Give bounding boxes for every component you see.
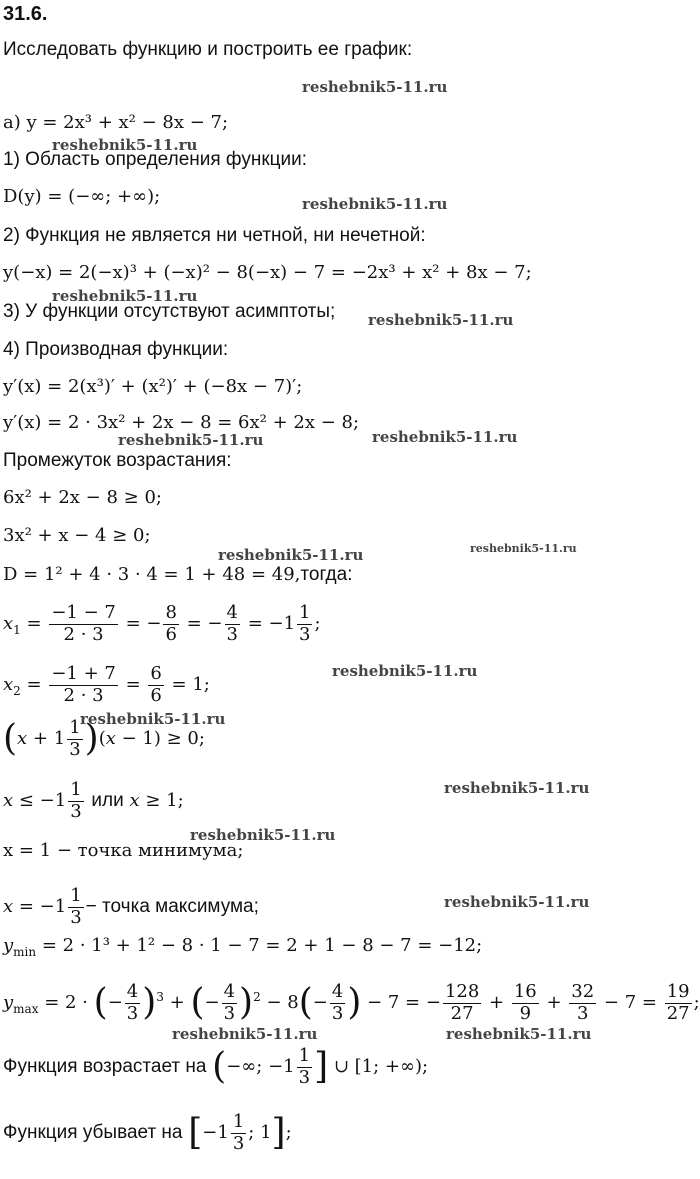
parity-line: y(−x) = 2(−x)³ + (−x)² − 8(−x) − 7 = −2x³ + x² + 8x − 7; (3, 262, 532, 283)
watermark: reshebnik5-11.ru (446, 1025, 592, 1043)
fraction: $\frac{1}{3}$ (70, 779, 82, 822)
fraction: $\frac{-1 + 7}{2 \cdot 3}$ (51, 663, 116, 706)
task-statement: Исследовать функцию и построить ее график: (3, 39, 413, 60)
fraction: $\frac{4}{3}$ (126, 981, 139, 1024)
watermark: reshebnik5-11.ru (372, 428, 518, 446)
fraction: $\frac{16}{9}$ (513, 981, 537, 1024)
fraction: $\frac{128}{27}$ (444, 981, 480, 1024)
fraction: $\frac{1}{3}$ (299, 602, 311, 645)
minimum-point: x = 1 − точка минимума; (3, 840, 244, 861)
fraction: $\frac{1}{3}$ (70, 885, 82, 928)
watermark: reshebnik5-11.ru (52, 287, 198, 305)
inequality-1: 6x² + 2x − 8 ≥ 0; (3, 487, 162, 508)
watermark: reshebnik5-11.ru (444, 893, 590, 911)
watermark: reshebnik5-11.ru (302, 78, 448, 96)
fraction: $\frac{-1 - 7}{2 \cdot 3}$ (51, 602, 116, 645)
fraction: $\frac{8}{6}$ (165, 602, 177, 645)
root-x1: $x_1$ = $\frac{-1 - 7}{2 \cdot 3}$ = − $\frac{8}{6}$ = − $\frac{4}{3}$ = −1 $\frac{1}{3}$ ; (3, 602, 321, 645)
watermark: reshebnik5-11.ru (52, 136, 198, 154)
fraction: $\frac{1}{3}$ (298, 1045, 311, 1088)
factored-inequality: (x + 1 $\frac{1}{3}$ )(x − 1) ≥ 0; (3, 717, 205, 760)
discriminant-then: тогда: (300, 564, 353, 585)
fraction: $\frac{4}{3}$ (226, 602, 238, 645)
step-1-label: 1) Область определения функции: (3, 149, 308, 170)
watermark: reshebnik5-11.ru (332, 662, 478, 680)
fraction: $\frac{32}{3}$ (571, 981, 595, 1024)
watermark: reshebnik5-11.ru (190, 826, 336, 844)
watermark: reshebnik5-11.ru (80, 710, 226, 728)
increasing-interval: Функция возрастает на (−∞; −1 $\frac{1}{3}$ ] ∪ [1; +∞); (3, 1045, 429, 1088)
problem-number: 31.6. (3, 3, 48, 25)
fraction: $\frac{4}{3}$ (223, 981, 236, 1024)
fraction: $\frac{6}{6}$ (150, 663, 162, 706)
step-3-label: 3) У функции отсутствуют асимптоты; (3, 301, 336, 322)
inequality-2: 3x² + x − 4 ≥ 0; (3, 525, 151, 546)
derivative-line-1: y′(x) = 2(x³)′ + (x²)′ + (−8x − 7)′; (3, 376, 303, 397)
y-max-line: $y_{max} = 2$ · (− $\frac{4}{3}$ )$^3$ + (− $\frac{4}{3}$ )$^2$ − 8(− $\frac{4}{3}$ ) − 7 = − $\frac{128}{27}$ + $\frac{16}{9}$ + $\frac{32}{3}$ − 7 = $\frac{19}{27}$ ; (3, 981, 700, 1024)
or-word: или (91, 790, 124, 812)
watermark: reshebnik5-11.ru (302, 195, 448, 213)
watermark: reshebnik5-11.ru (368, 311, 514, 329)
fraction: $\frac{19}{27}$ (666, 981, 690, 1024)
watermark: reshebnik5-11.ru (172, 1025, 318, 1043)
root-x2: $x_2$ = $\frac{-1 + 7}{2 \cdot 3}$ = $\frac{6}{6}$ = 1; (3, 663, 210, 706)
watermark: reshebnik5-11.ru (218, 546, 364, 564)
watermark: reshebnik5-11.ru (118, 431, 264, 449)
fraction: $\frac{1}{3}$ (69, 717, 81, 760)
y-min-line: $y_{min} = 2 \cdot 1^3 + 1^2 - 8 \cdot 1 - 7 = 2 + 1 - 8 - 7 = -12$; (3, 935, 483, 959)
watermark: reshebnik5-11.ru (470, 542, 577, 555)
watermark: reshebnik5-11.ru (444, 779, 590, 797)
domain-line: D(y) = (−∞; +∞); (3, 186, 161, 207)
fraction: $\frac{4}{3}$ (331, 981, 344, 1024)
fraction: $\frac{1}{3}$ (232, 1111, 245, 1154)
solution-intervals: x ≤ −1 $\frac{1}{3}$ или x ≥ 1; (3, 779, 184, 822)
derivative-line-2: y′(x) = 2 · 3x² + 2x − 8 = 6x² + 2x − 8; (3, 412, 360, 433)
step-4-label: 4) Производная функции: (3, 339, 229, 360)
discriminant-expr: D = 1² + 4 · 3 · 4 = 1 + 48 = 49, (3, 564, 301, 585)
step-2-label: 2) Функция не является ни четной, ни нечетной: (3, 225, 426, 246)
part-a-function: а) y = 2x³ + x² − 8x − 7; (3, 112, 229, 133)
discriminant-line (3, 565, 352, 584)
maximum-point: x = −1 $\frac{1}{3}$ − точка максимума; (3, 885, 259, 928)
increase-heading: Промежуток возрастания: (3, 450, 232, 471)
decreasing-interval: Функция убывает на [−1 $\frac{1}{3}$ ; 1]; (3, 1111, 292, 1154)
